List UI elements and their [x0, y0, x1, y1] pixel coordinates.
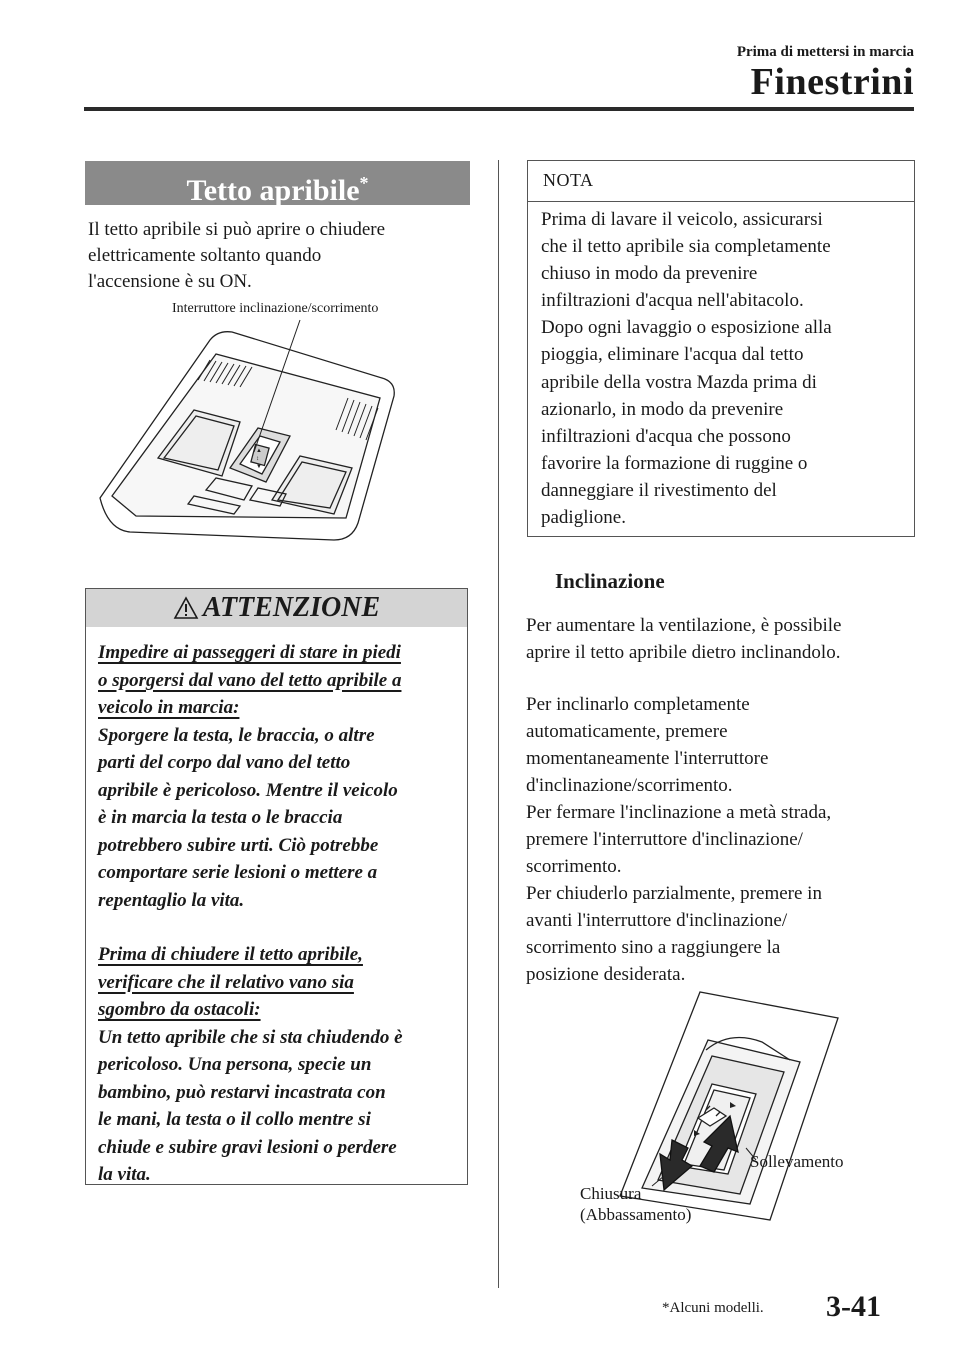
text-line: d'inclinazione/scorrimento.	[526, 775, 733, 796]
note-line: che il tetto apribile sia completamente	[541, 236, 831, 258]
warning-triangle-icon	[173, 596, 199, 620]
warning-heading-line: Impedire ai passeggeri di stare in piedi	[98, 642, 401, 663]
section-title-mark: *	[359, 173, 369, 193]
note-line: pioggia, eliminare l'acqua dal tetto	[541, 344, 804, 366]
intro-line: Il tetto apribile si può aprire o chiudere	[88, 219, 386, 240]
header-rule	[84, 107, 914, 111]
warning-header	[86, 589, 467, 627]
note-line: danneggiare il rivestimento del	[541, 479, 777, 501]
figure2-label-close: Chiusura	[580, 1184, 642, 1203]
text-line: scorrimento sino a raggiungere la	[526, 937, 781, 958]
text-line: aprire il tetto apribile dietro inclinandolo.	[526, 642, 841, 663]
section-title: Tetto apribile	[186, 174, 360, 207]
warning-text-line: potrebbero subire urti. Ciò potrebbe	[98, 834, 379, 856]
note-line: favorire la formazione di ruggine o	[541, 452, 808, 474]
figure2-label-close-sub: (Abbassamento)	[580, 1205, 692, 1224]
intro-line: l'accensione è su ON.	[88, 271, 252, 292]
warning-text-line: la vita.	[98, 1164, 151, 1185]
warning-heading-line: sgombro da ostacoli:	[98, 999, 261, 1020]
text-line: Per fermare l'inclinazione a metà strada,	[526, 802, 832, 823]
warning-title: ATTENZIONE	[202, 592, 381, 623]
overhead-console-illustration	[90, 318, 465, 568]
warning-text-line: è in marcia la testa o le braccia	[98, 807, 343, 828]
text-line: avanti l'interruttore d'inclinazione/	[526, 910, 788, 931]
text-line: Per aumentare la ventilazione, è possibile	[526, 615, 842, 636]
text-line: automaticamente, premere	[526, 721, 728, 742]
section-title-bar	[85, 161, 470, 205]
warning-text-line: bambino, può restarvi incastrata con	[98, 1081, 386, 1103]
switch-up-icon: ▲	[256, 448, 262, 454]
warning-heading-line: veicolo in marcia:	[98, 697, 240, 718]
text-line: premere l'interruttore d'inclinazione/	[526, 829, 803, 850]
paragraph-gap	[98, 914, 460, 941]
tilt-paragraph-1	[526, 612, 916, 666]
text-line: Per chiuderlo parzialmente, premere in	[526, 883, 822, 904]
note-line: azionarlo, in modo da prevenire	[541, 398, 784, 420]
text-line: scorrimento.	[526, 856, 622, 877]
note-line: apribile della vostra Mazda prima di	[541, 371, 817, 393]
warning-heading-line: verificare che il relativo vano sia	[98, 971, 354, 993]
text-line: posizione desiderata.	[526, 964, 686, 985]
note-title: NOTA	[543, 170, 594, 190]
warning-text-line: apribile è pericoloso. Mentre il veicolo	[98, 779, 398, 801]
warning-text-line: Un tetto apribile che si sta chiudendo è	[98, 1026, 403, 1048]
intro-line: elettricamente soltanto quando	[88, 245, 322, 266]
warning-text-line: Sporgere la testa, le braccia, o altre	[98, 724, 375, 746]
running-header-section: Prima di mettersi in marcia	[736, 44, 914, 60]
figure1-label: Interruttore inclinazione/scorrimento	[172, 301, 379, 316]
running-header-title: Finestrini	[750, 61, 914, 103]
note-line: chiuso in modo da prevenire	[541, 263, 758, 285]
footnote: *Alcuni modelli.	[662, 1300, 764, 1316]
warning-text-line: comportare serie lesioni o mettere a	[98, 862, 378, 883]
warning-body	[98, 639, 460, 1189]
note-body	[541, 206, 907, 531]
warning-text-line: pericoloso. Una persona, specie un	[98, 1054, 372, 1075]
text-line: momentaneamente l'interruttore	[526, 748, 769, 769]
switch-tilt-icon: ↕	[256, 456, 259, 462]
warning-text-line: le mani, la testa o il collo mentre si	[98, 1109, 371, 1130]
column-divider	[498, 160, 499, 1288]
note-line: infiltrazioni d'acqua che possono	[541, 425, 791, 447]
figure2-label-raise: Sollevamento	[750, 1152, 844, 1171]
note-line: infiltrazioni d'acqua nell'abitacolo.	[541, 290, 804, 312]
note-line: padiglione.	[541, 507, 626, 529]
warning-heading-line: Prima di chiudere il tetto apribile,	[98, 944, 363, 965]
switch-down-icon: ▼	[256, 464, 262, 470]
note-line: Prima di lavare il veicolo, assicurarsi	[541, 209, 823, 230]
subsection-heading: Inclinazione	[555, 569, 665, 593]
note-rule	[528, 201, 914, 202]
text-line: Per inclinarlo completamente	[526, 694, 750, 715]
warning-heading-line: o sporgersi dal vano del tetto apribile a	[98, 669, 402, 691]
tilt-paragraph-2	[526, 691, 916, 988]
warning-text-line: repentaglio la vita.	[98, 889, 245, 911]
warning-text-line: chiude e subire gravi lesioni o perdere	[98, 1136, 397, 1158]
page-number: 3-41	[826, 1290, 881, 1323]
warning-text-line: parti del corpo dal vano del tetto	[98, 752, 351, 773]
intro-paragraph	[88, 217, 468, 295]
note-line: Dopo ogni lavaggio o esposizione alla	[541, 317, 832, 339]
